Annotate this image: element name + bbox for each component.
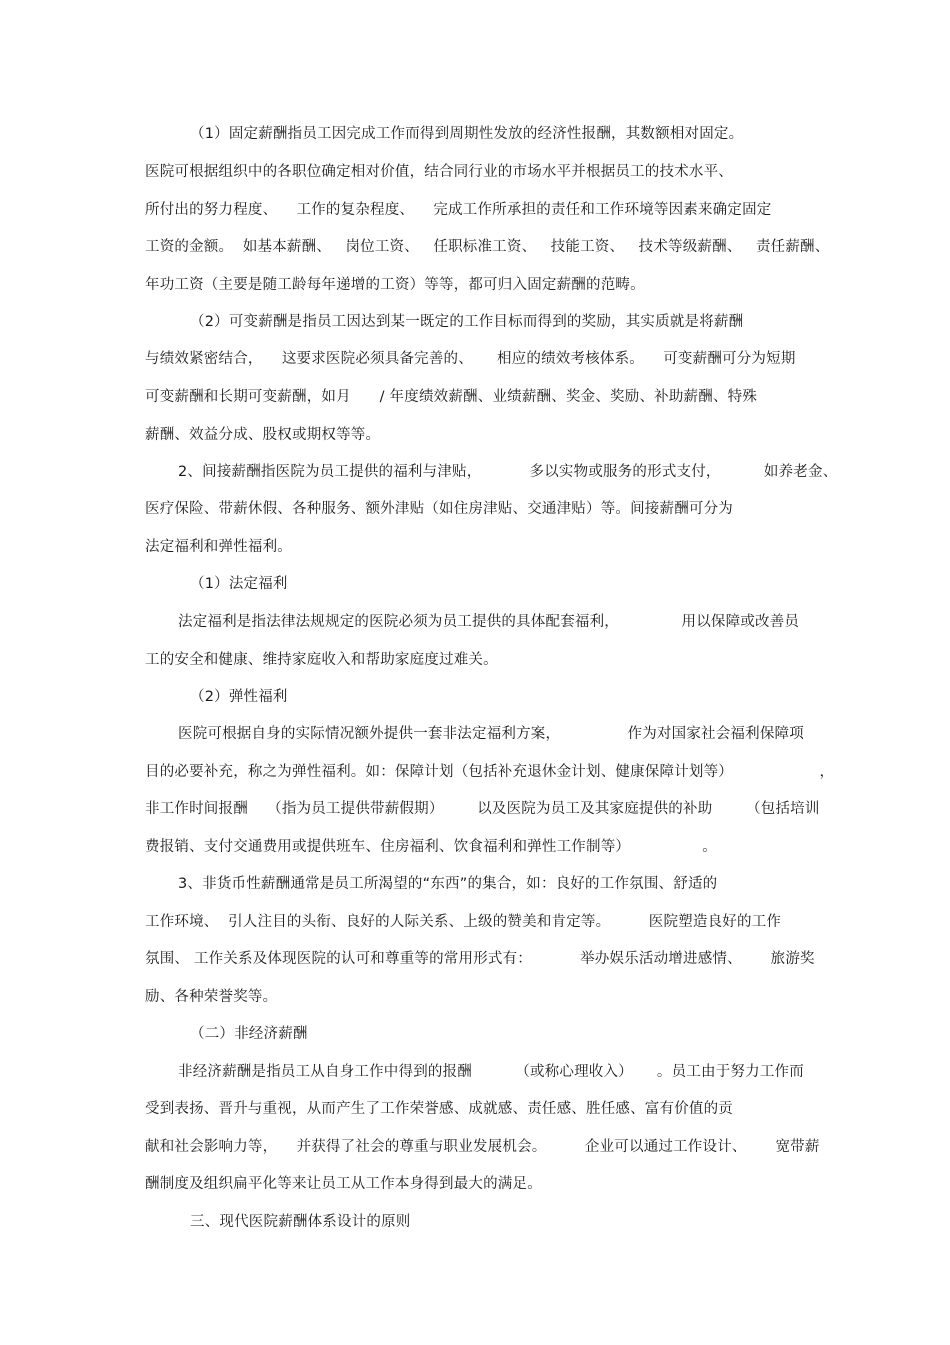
paragraph-line: 可变薪酬和长期可变薪酬，如月 / 年度绩效薪酬、业绩薪酬、奖金、奖励、补助薪酬、特殊 bbox=[145, 389, 758, 405]
paragraph-line: 与绩效紧密结合， 这要求医院必须具备完善的、 相应的绩效考核体系。 可变薪酬可分为短期 bbox=[145, 351, 796, 367]
paragraph-line: 费报销、支付交通费用或提供班车、住房福利、饮食福利和弹性工作制等） 。 bbox=[145, 839, 717, 855]
paragraph-line: 工作环境、 引人注目的头衔、良好的人际关系、上级的赞美和肯定等。 医院塑造良好的工作 bbox=[145, 914, 782, 930]
paragraph-line: 法定福利和弹性福利。 bbox=[145, 539, 292, 555]
paragraph-line: 工的安全和健康、维持家庭收入和帮助家庭度过难关。 bbox=[145, 652, 498, 668]
paragraph-line: 年功工资（主要是随工龄每年递增的工资）等等，都可归入固定薪酬的范畴。 bbox=[145, 277, 645, 293]
paragraph-line: 法定福利是指法律法规规定的医院必须为员工提供的具体配套福利， 用以保障或改善员 bbox=[178, 614, 800, 630]
paragraph-line: 工资的金额。 如基本薪酬、 岗位工资、 任职标准工资、 技能工资、 技术等级薪酬、 责任薪酬、 bbox=[145, 239, 830, 255]
paragraph-line: 酬制度及组织扁平化等来让员工从工作本身得到最大的满足。 bbox=[145, 1176, 542, 1192]
section-heading: （二）非经济薪酬 bbox=[190, 1026, 308, 1042]
paragraph-line: 目的必要补充，称之为弹性福利。如：保障计划（包括补充退休金计划、健康保障计划等） ， bbox=[145, 764, 835, 780]
paragraph-line: 励、各种荣誉奖等。 bbox=[145, 989, 278, 1005]
paragraph-line: 医院可根据自身的实际情况额外提供一套非法定福利方案， 作为对国家社会福利保障项 bbox=[178, 726, 804, 742]
paragraph-line: 3、非货币性薪酬通常是员工所渴望的“东西”的集合，如：良好的工作氛围、舒适的 bbox=[178, 876, 718, 892]
section-heading: （2）弹性福利 bbox=[190, 689, 288, 705]
paragraph-line: （1）固定薪酬指员工因完成工作而得到周期性发放的经济性报酬，其数额相对固定。 bbox=[190, 126, 744, 142]
paragraph-line: 受到表扬、晋升与重视，从而产生了工作荣誉感、成就感、责任感、胜任感、富有价值的贡 bbox=[145, 1101, 733, 1117]
paragraph-line: 2、间接薪酬指医院为员工提供的福利与津贴， 多以实物或服务的形式支付， 如养老金、 bbox=[178, 464, 838, 480]
paragraph-line: 献和社会影响力等， 并获得了社会的尊重与职业发展机会。 企业可以通过工作设计、 宽带薪 bbox=[145, 1139, 820, 1155]
paragraph-line: 薪酬、效益分成、股权或期权等等。 bbox=[145, 427, 381, 443]
paragraph-line: （2）可变薪酬是指员工因达到某一既定的工作目标而得到的奖励，其实质就是将薪酬 bbox=[190, 314, 744, 330]
paragraph-line: 非工作时间报酬 （指为员工提供带薪假期） 以及医院为员工及其家庭提供的补助 （包括培训 bbox=[145, 801, 820, 817]
section-heading: 三、现代医院薪酬体系设计的原则 bbox=[190, 1214, 411, 1230]
paragraph-line: 氛围、 工作关系及体现医院的认可和尊重等的常用形式有： 举办娱乐活动增进感情、 旅游奖 bbox=[145, 951, 815, 967]
section-heading: （1）法定福利 bbox=[190, 576, 288, 592]
paragraph-line: 医疗保险、带薪休假、各种服务、额外津贴（如住房津贴、交通津贴）等。间接薪酬可分为 bbox=[145, 501, 733, 517]
paragraph-line: 医院可根据组织中的各职位确定相对价值，结合同行业的市场水平并根据员工的技术水平、 bbox=[145, 164, 733, 180]
paragraph-line: 非经济薪酬是指员工从自身工作中得到的报酬 （或称心理收入） 。员工由于努力工作而 bbox=[178, 1064, 804, 1080]
paragraph-line: 所付出的努力程度、 工作的复杂程度、 完成工作所承担的责任和工作环境等因素来确定固定 bbox=[145, 202, 772, 218]
